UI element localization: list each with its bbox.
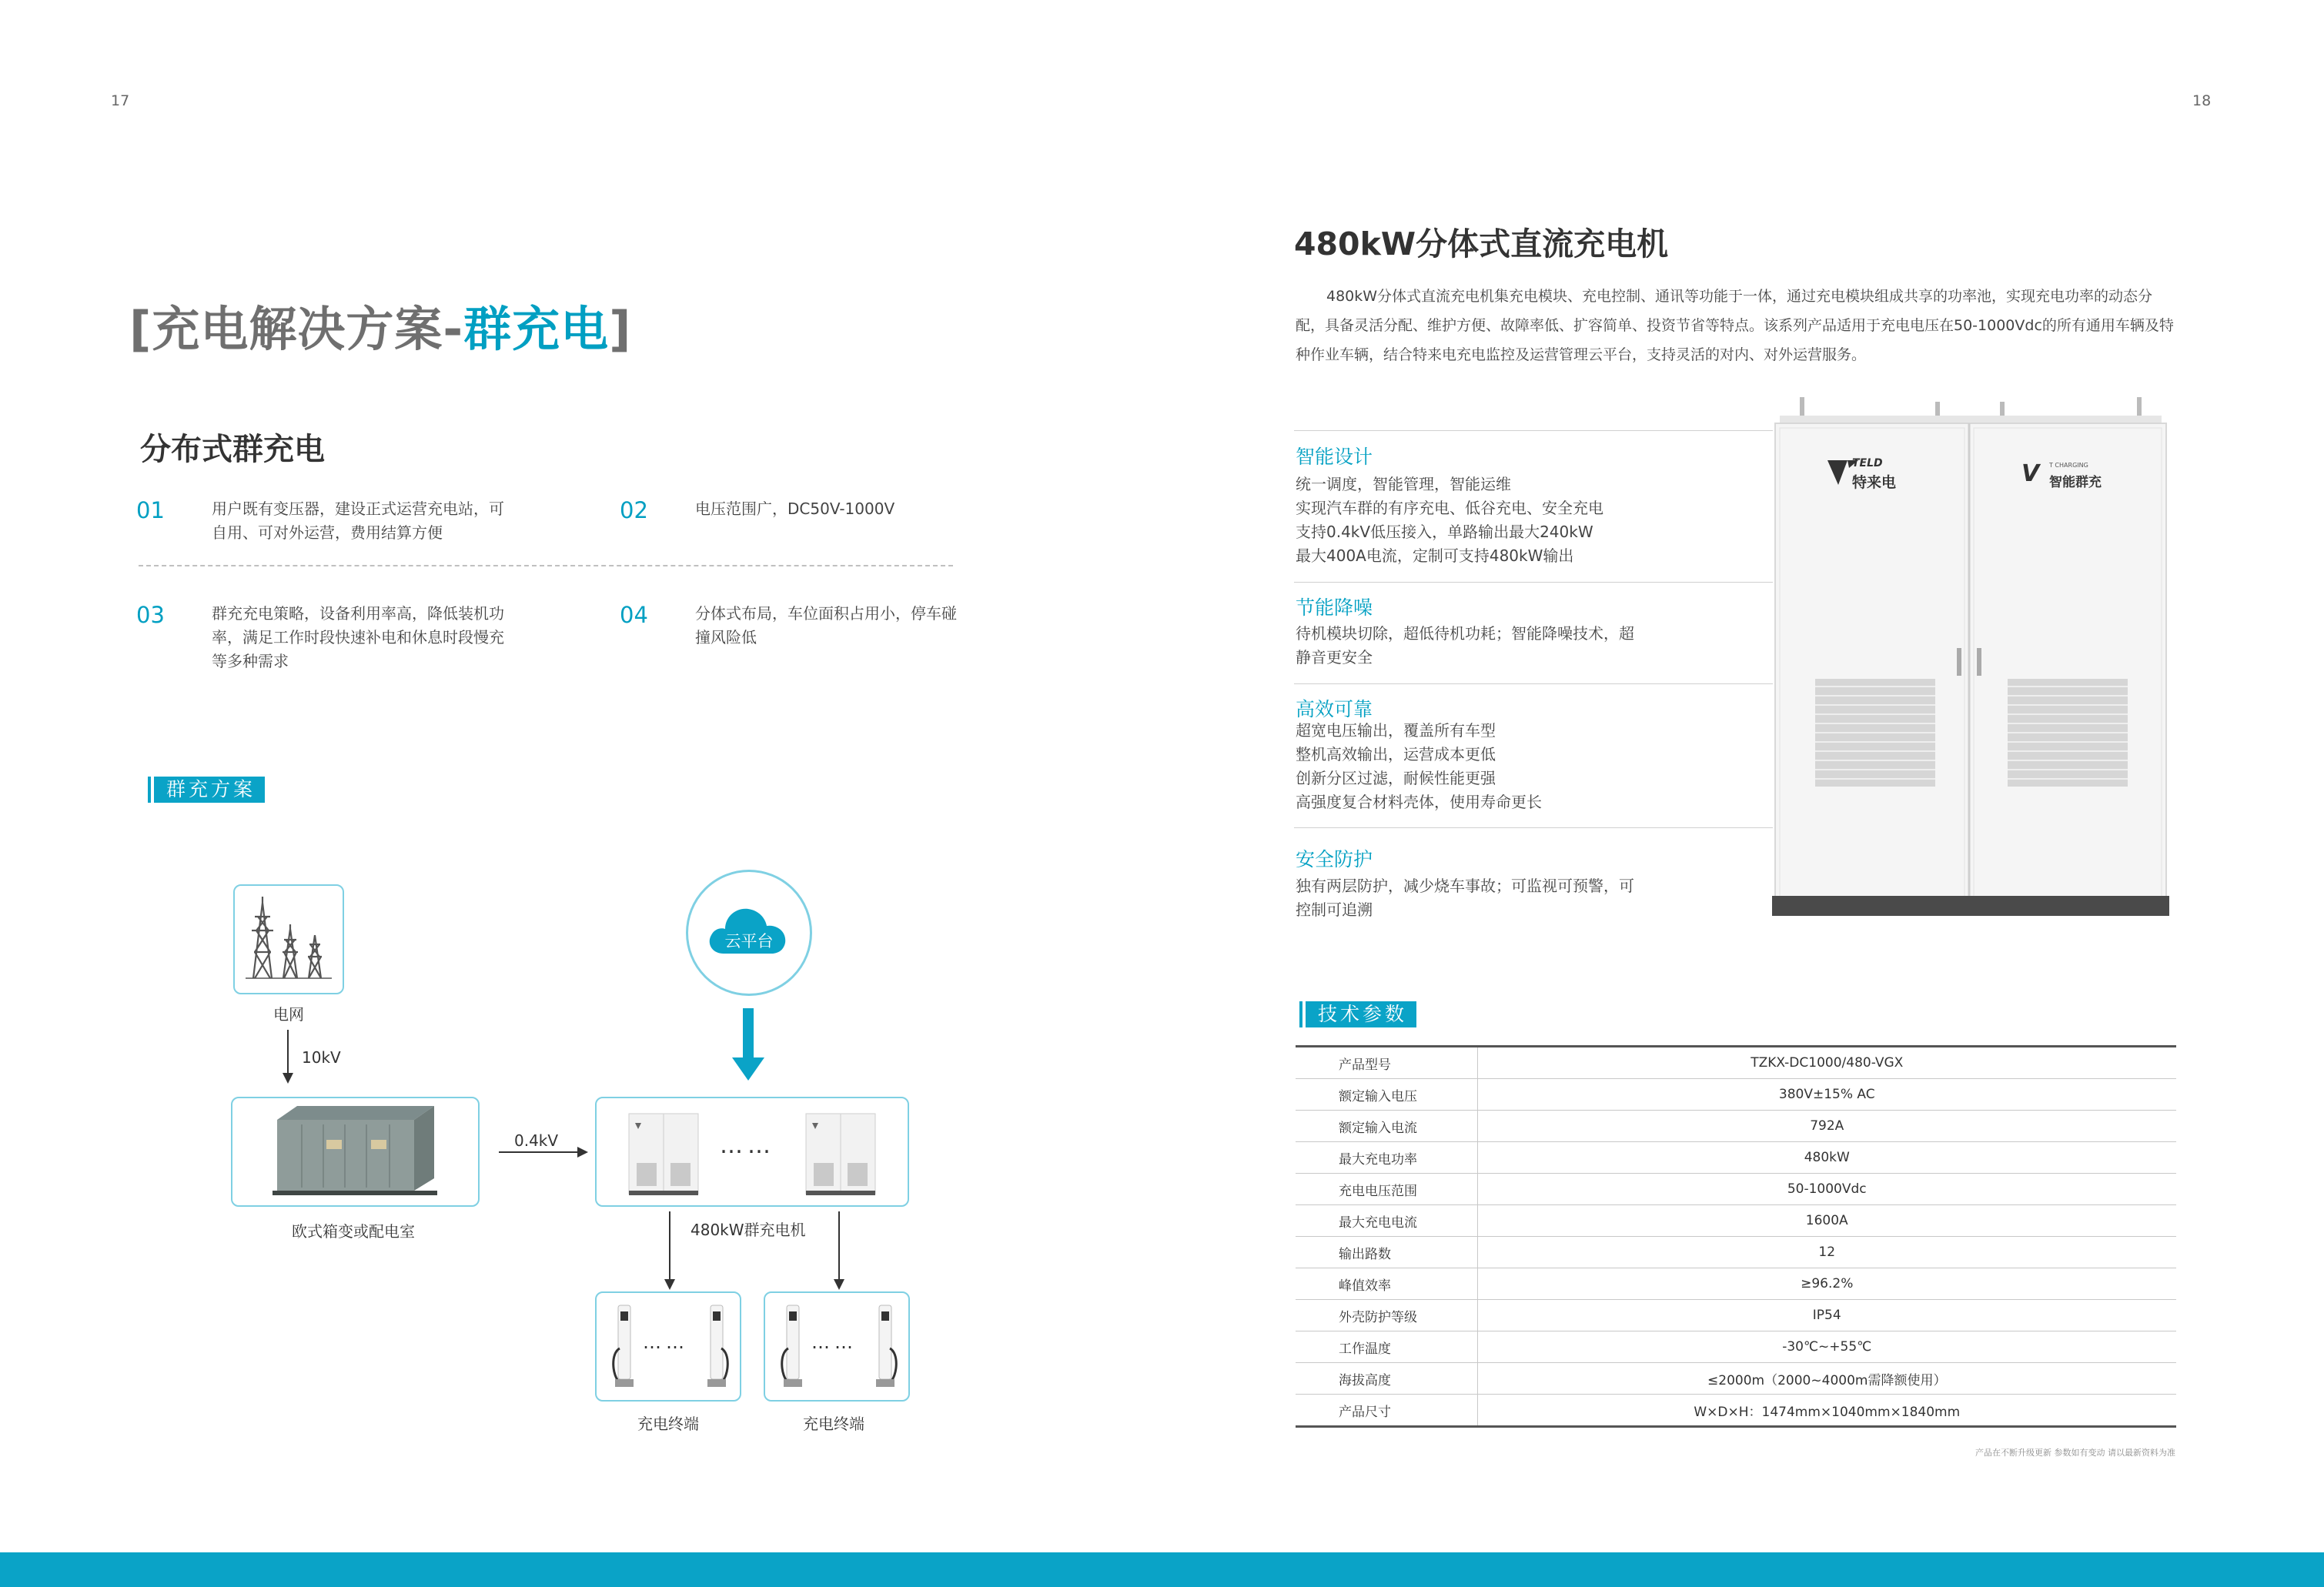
feature-line: 最大400A电流，定制可支持480kW输出 [1296,546,1574,565]
charger-cabinet-illustration [1772,394,2169,916]
feature-body-smart [1296,473,1603,568]
table-row [1296,1174,2176,1205]
feature-head-energy: 节能降噪 [1296,596,1373,619]
feature-line: 待机模块切除，超低待机功耗；智能降噪技术，超 [1296,624,1634,643]
transformer-box [231,1097,480,1207]
transformer-cabinet-icon [232,1098,478,1205]
table-row [1296,1268,2176,1300]
feature-separator [1294,430,1773,431]
feature-line: 控制可追溯 [1296,900,1373,919]
feature-line: 实现汽车群的有序充电、低谷充电、安全充电 [1296,499,1603,517]
table-row [1296,1237,2176,1268]
spec-key: 最大充电功率 [1296,1142,1477,1174]
feature-text-01: 用户既有变压器，建设正式运营充电站，可自用、可对外运营，费用结算方便 [212,499,504,542]
arrow-charger-to-terminal-2 [838,1211,840,1287]
arrow-cloud-head [732,1057,764,1081]
grid-label: 电网 [273,1005,304,1024]
table-row [1296,1395,2176,1427]
feature-line: 超宽电压输出，覆盖所有车型 [1296,721,1496,740]
arrow-transformer-to-charger [499,1151,585,1153]
feature-head-safety: 安全防护 [1296,848,1373,870]
product-cn: 智能群充 [2049,475,2102,490]
product-title: 480kW分体式直流充电机 [1294,226,1669,262]
spec-value: W×D×H：1474mm×1040mm×1840mm [1477,1395,2176,1427]
spec-value: TZKX-DC1000/480-VGX [1477,1047,2176,1079]
spec-key: 工作温度 [1296,1331,1477,1363]
terminal-label-2: 充电终端 [803,1415,864,1433]
page-title-main: [充电解决方案- [129,301,464,357]
product-image [1772,394,2169,916]
product-mark: V [2021,460,2040,487]
spec-value: -30℃~+55℃ [1477,1331,2176,1363]
spec-key: 额定输入电压 [1296,1079,1477,1111]
feature-line: 高强度复合材料壳体，使用寿命更长 [1296,793,1542,811]
table-row [1296,1047,2176,1079]
page-number-right: 18 [2192,92,2212,109]
table-row [1296,1331,2176,1363]
terminal-label-1: 充电终端 [637,1415,699,1433]
feature-number-01: 01 [136,497,165,523]
spec-value: ≥96.2% [1477,1268,2176,1300]
page-title-close: ] [609,301,632,357]
grid-box [233,884,344,994]
spec-key: 外壳防护等级 [1296,1300,1477,1331]
spec-table [1296,1045,2176,1428]
charging-terminal-icon [777,1302,808,1392]
disclaimer-note: 产品在不断升级更新 参数如有变动 请以最新资料为准 [1975,1448,2175,1458]
spec-key: 峰值效率 [1296,1268,1477,1300]
charger-cabinet-icon [804,1109,877,1197]
spec-key: 最大充电电流 [1296,1205,1477,1237]
arrow-cloud-shaft [743,1008,754,1059]
charger-cabinet-icon [627,1109,700,1197]
feature-head-smart: 智能设计 [1296,446,1373,468]
table-row [1296,1079,2176,1111]
feature-divider [139,565,953,566]
terminal-box-2 [764,1291,910,1402]
spec-value: 50-1000Vdc [1477,1174,2176,1205]
feature-line: 独有两层防护，减少烧车事故；可监视可预警，可 [1296,877,1634,895]
page-number-left: 17 [111,92,130,109]
page-title [129,291,631,359]
spec-key: 海拔高度 [1296,1363,1477,1395]
table-row [1296,1142,2176,1174]
charger-label: 480kW群充电机 [691,1221,806,1239]
terminal-dots: …… [811,1331,858,1353]
spec-value: 480kW [1477,1142,2176,1174]
feature-line: 整机高效输出，运营成本更低 [1296,745,1496,763]
product-sub: T CHARGING [2049,462,2088,469]
terminal-box-1 [595,1291,741,1402]
table-row [1296,1205,2176,1237]
feature-head-reliable: 高效可靠 [1296,698,1373,720]
table-row [1296,1300,2176,1331]
feature-text-03: 群充充电策略，设备利用率高，降低装机功率，满足工作时段快速补电和休息时段慢充等多种需求 [212,604,504,670]
table-row [1296,1111,2176,1142]
brand-cn: 特来电 [1852,474,1897,491]
feature-text-02: 电压范围广，DC50V-1000V [695,499,895,518]
scheme-tag: 群充方案 [154,777,265,803]
power-tower-icon [235,886,343,993]
spec-key: 产品型号 [1296,1047,1477,1079]
spec-value: 12 [1477,1237,2176,1268]
feature-separator [1294,683,1773,684]
section-title: 分布式群充电 [140,432,325,467]
spec-value: IP54 [1477,1300,2176,1331]
feature-line: 支持0.4kV低压接入，单路输出最大240kW [1296,523,1593,541]
feature-body-safety [1296,874,1634,922]
feature-body-energy [1296,622,1634,670]
charging-terminal-icon [701,1302,732,1392]
feature-line: 创新分区过滤，耐候性能更强 [1296,769,1496,787]
feature-line: 静音更安全 [1296,648,1373,667]
feature-body-reliable [1296,719,1542,814]
feature-text-04: 分体式布局，车位面积占用小，停车碰撞风险低 [695,604,957,646]
charger-box [595,1097,909,1207]
feature-separator [1294,827,1773,828]
voltage-low-label: 0.4kV [514,1131,559,1150]
feature-number-04: 04 [620,602,648,628]
feature-number-03: 03 [136,602,165,628]
feature-separator [1294,582,1773,583]
transformer-label: 欧式箱变或配电室 [292,1222,415,1241]
spec-value: 792A [1477,1111,2176,1142]
spec-key: 充电电压范围 [1296,1174,1477,1205]
spec-value: 380V±15% AC [1477,1079,2176,1111]
arrow-grid-to-transformer [287,1030,289,1081]
charging-terminal-icon [870,1302,901,1392]
terminal-dots: …… [643,1331,689,1353]
cloud-platform-circle [686,870,812,996]
bottom-accent-bar [0,1552,2324,1587]
spec-value: 1600A [1477,1205,2176,1237]
spec-value: ≤2000m（2000~4000m需降额使用） [1477,1363,2176,1395]
arrow-charger-to-terminal-1 [669,1211,670,1287]
page-title-accent: 群充电 [463,301,610,357]
spec-key: 额定输入电流 [1296,1111,1477,1142]
product-intro: 480kW分体式直流充电机集充电模块、充电控制、通讯等功能于一体，通过充电模块组成共享的功率池，实现充电功率的动态分配，具备灵活分配、维护方便、故障率低、扩容简单、投资节省等特点。该系列产品适用于充电电压在50-1000Vdc的所有通用车辆及特种作业车辆，结合特来电充电监控及运营管理云平台，支持灵活的对内、对外运营服务。 [1296,288,2174,363]
brand-en: TELD [1852,457,1883,469]
spec-key: 产品尺寸 [1296,1395,1477,1427]
feature-number-02: 02 [620,497,648,523]
spec-tag: 技术参数 [1306,1001,1416,1027]
voltage-high-label: 10kV [302,1048,341,1067]
feature-line: 统一调度，智能管理，智能运维 [1296,475,1511,493]
spec-key: 输出路数 [1296,1237,1477,1268]
cloud-label: 云平台 [724,932,774,951]
charger-dots: …… [720,1132,775,1159]
table-row [1296,1363,2176,1395]
charging-terminal-icon [609,1302,640,1392]
